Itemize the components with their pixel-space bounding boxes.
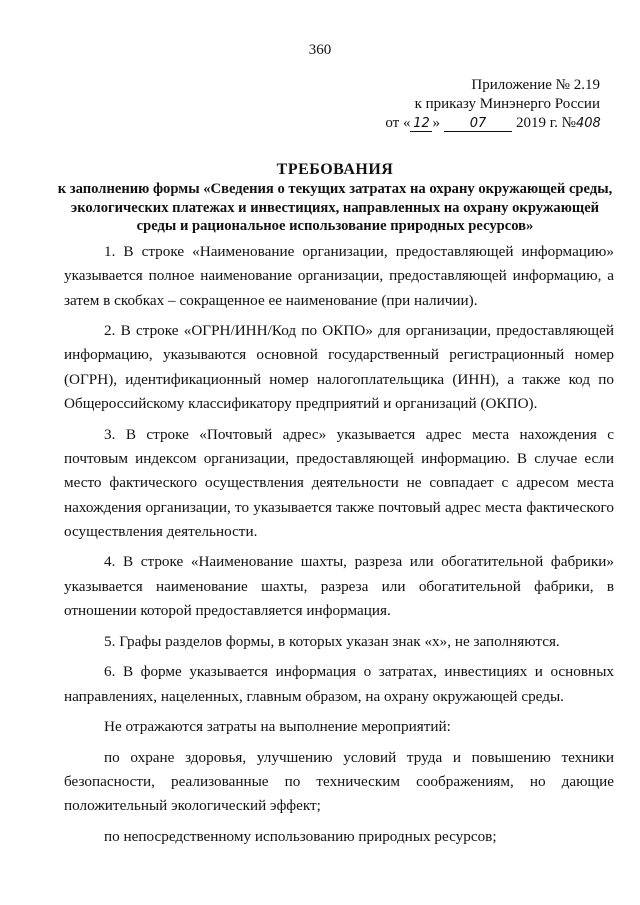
date-day: 12 [410,117,432,132]
appendix-order-ref: к приказу Минэнерго России [414,96,600,112]
order-number: 408 [576,116,601,131]
title-main: ТРЕБОВАНИЯ [276,161,394,178]
appendix-number: Приложение № 2.19 [471,77,600,93]
paragraph-6: 6. В форме указывается информация о затратах, инвестициях и основных направлениях, нацеленных, главным образом, на охрану окружающей среды. [64,663,614,705]
title-subtitle: к заполнению формы «Сведения о текущих затратах на охрану окружающей среды, экологических платежах и инвестициях, направленных на охрану окружающей среды и рациональное использование природных ресурсов» [57,181,613,234]
date-year: 2019 г. № [515,115,576,131]
date-prefix: от « [385,115,411,131]
appendix-date-line [360,114,600,133]
paragraph-1: 1. В строке «Наименование организации, предоставляющей информацию» указывается полное наименование организации, предоставляющей информацию, а затем в скобках – сокращенное ее наименование (при наличии). [64,243,614,309]
appendix-header [360,76,600,133]
document-title [50,160,620,236]
paragraph-9: по непосредственному использованию природных ресурсов; [104,827,497,845]
paragraph-2: 2. В строке «ОГРН/ИНН/Код по ОКПО» для организации, предоставляющей информацию, указываются основной государственный регистрационный номер (ОГРН), идентификационный номер налогоплательщика (ИНН), а также код по Общероссийскому классификатору предприятий и организаций (ОКПО). [64,322,614,413]
date-mid: » [432,115,440,131]
paragraph-5: 5. Графы разделов формы, в которых указан знак «х», не заполняются. [104,632,560,650]
paragraph-7: Не отражаются затраты на выполнение мероприятий: [104,718,451,736]
document-body [64,240,614,856]
paragraph-4: 4. В строке «Наименование шахты, разреза или обогатительной фабрики» указывается наименование шахты, разреза или обогатительной фабрики, в отношении которой предоставляется информация. [64,553,614,620]
paragraph-3: 3. В строке «Почтовый адрес» указывается адрес места нахождения с почтовым индексом организации, предоставляющей информацию. В случае если место фактического осуществления деятельности не совпадает с адресом места нахождения организации, то указывается также почтовый адрес места фактического осуществления деятельности. [64,425,614,540]
paragraph-8: по охране здоровья, улучшению условий труда и повышению техники безопасности, реализованные по техническим соображениям, но дающие положительный экологический эффект; [64,748,614,815]
page-number: 360 [308,42,332,58]
date-month: 07 [444,117,512,132]
